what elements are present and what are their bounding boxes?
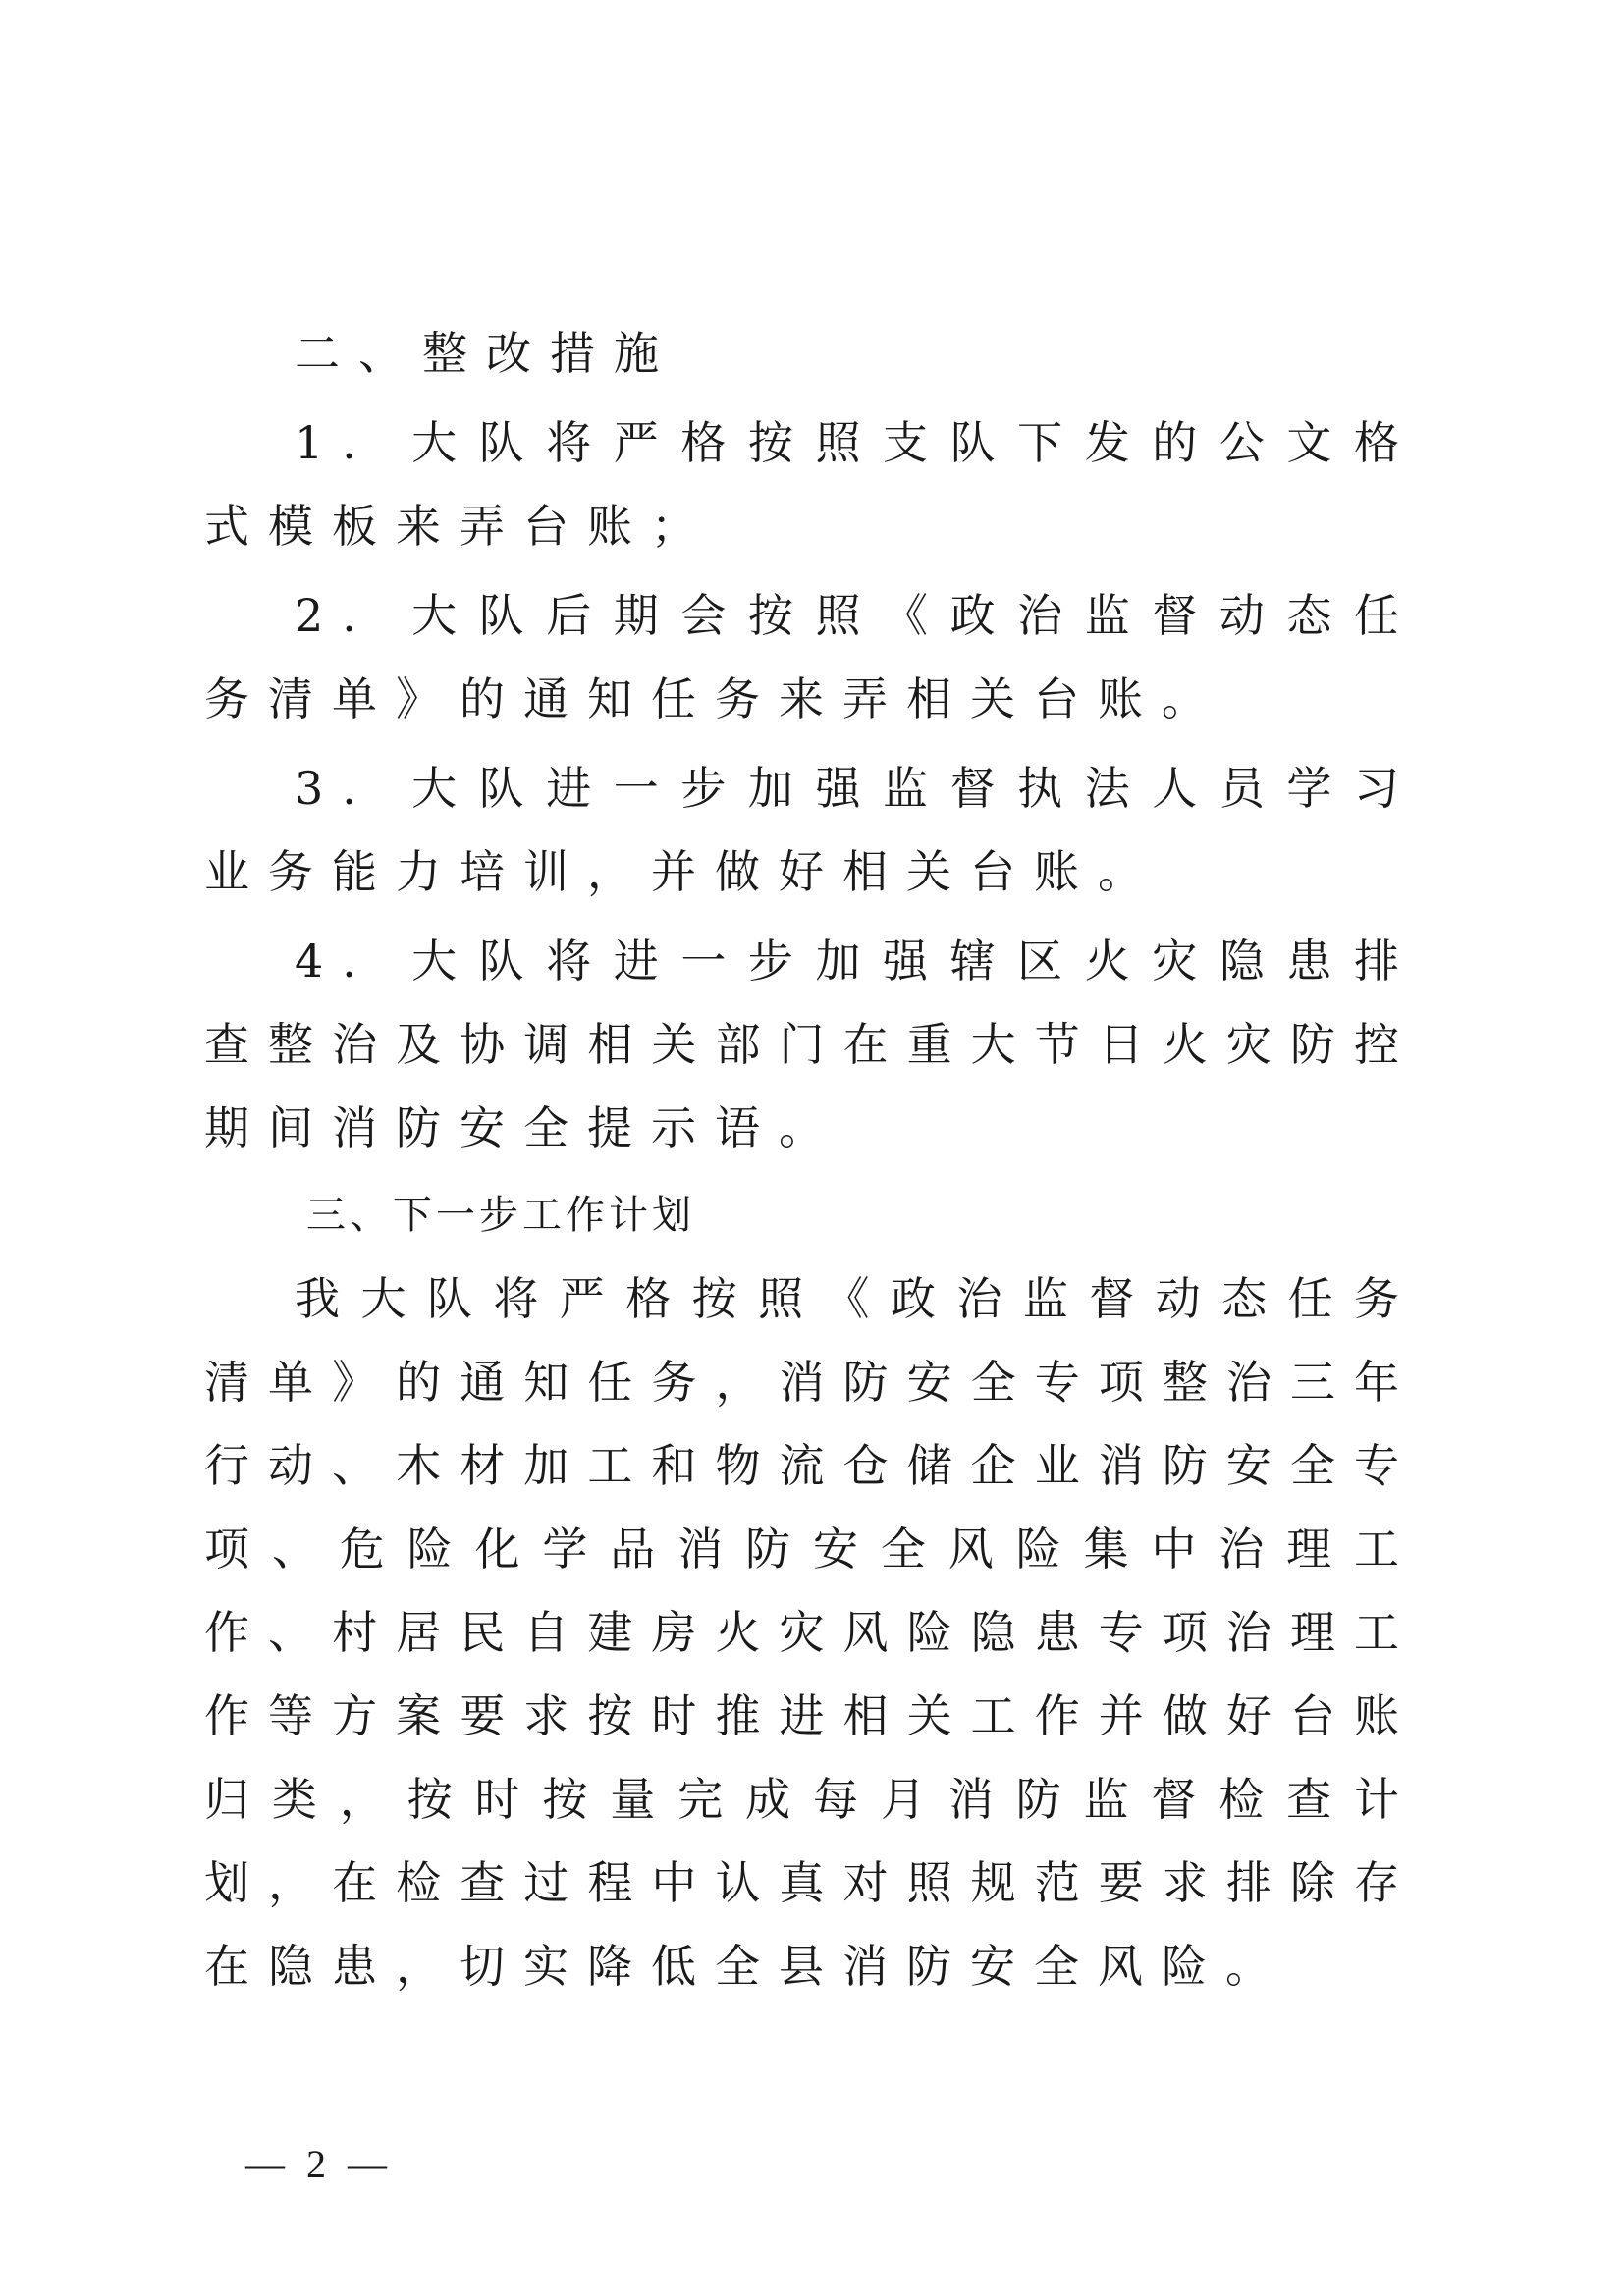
section-heading-rectification: 二、整改措施: [295, 327, 677, 380]
rectification-item-1: 1. 大队将严格按照支队下发的公文格式模板来弄台账；: [204, 416, 1418, 553]
document-body: [204, 312, 1418, 2008]
page-number: — 2 —: [245, 2142, 393, 2186]
rectification-item-3: 3. 大队进一步加强监督执法人员学习业务能力培训，并做好相关台账。: [204, 762, 1418, 898]
section-heading-next-plan: 三、下一步工作计划: [306, 1193, 695, 1238]
next-plan-paragraph: 我大队将严格按照《政治监督动态任务清单》的通知任务，消防安全专项整治三年行动、木材加工和物流仓储企业消防安全专项、危险化学品消防安全风险集中治理工作、村居民自建房火灾风险隐患专项治理工作等方案要求按时推进相关工作并做好台账归类，按时按量完成每月消防监督检查计划，在检查过程中认真对照规范要求排除存在隐患，切实降低全县消防安全风险。: [204, 1272, 1418, 1993]
rectification-item-4: 4. 大队将进一步加强辖区火灾隐患排查整治及协调相关部门在重大节日火灾防控期间消防安全提示语。: [204, 934, 1418, 1154]
rectification-item-2: 2. 大队后期会按照《政治监督动态任务清单》的通知任务来弄相关台账。: [204, 589, 1418, 725]
